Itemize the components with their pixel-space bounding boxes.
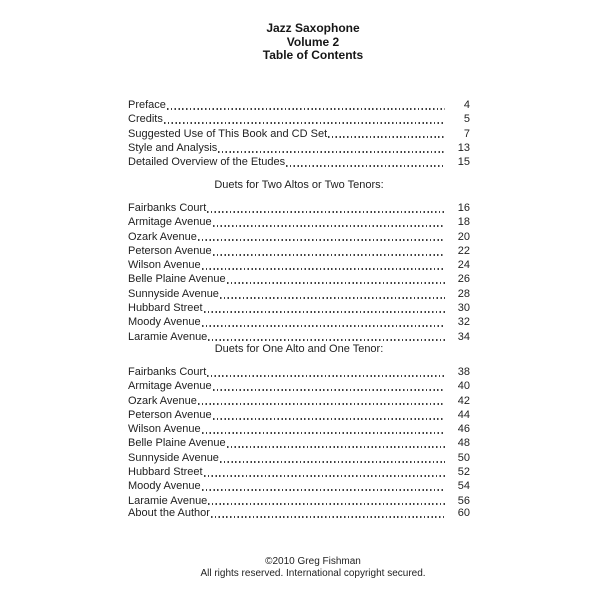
toc-entry-page: 32 xyxy=(457,316,470,329)
toc-entry xyxy=(128,315,470,329)
front-matter-list xyxy=(128,98,470,169)
toc-entry-page: 46 xyxy=(457,423,470,436)
toc-entry xyxy=(128,330,470,344)
toc-entry xyxy=(128,127,470,141)
toc-entry-page: 20 xyxy=(457,230,470,243)
section-heading-duets-alto-tenor: Duets for One Alto and One Tenor: xyxy=(214,343,384,355)
page-footer xyxy=(13,556,600,579)
toc-entry-title: Suggested Use of This Book and CD Set xyxy=(128,127,328,140)
toc-entry-page: 42 xyxy=(457,394,470,407)
duets-alto-tenor-list xyxy=(128,365,470,508)
toc-entry-title: Ozark Avenue xyxy=(128,394,197,407)
toc-entry-title: Belle Plaine Avenue xyxy=(128,273,226,286)
toc-entry xyxy=(128,479,470,493)
toc-entry-title: Peterson Avenue xyxy=(128,408,212,421)
dot-leader-icon xyxy=(202,268,445,270)
toc-entry xyxy=(128,451,470,465)
toc-entry-page: 13 xyxy=(457,141,470,154)
dot-leader-icon xyxy=(167,108,445,110)
toc-entry-title: Sunnyside Avenue xyxy=(128,287,219,300)
toc-entry-page: 24 xyxy=(457,259,470,272)
dot-leader-icon xyxy=(202,489,445,491)
toc-entry-page: 30 xyxy=(457,302,470,315)
toc-entry xyxy=(128,422,470,436)
toc-entry-page: 56 xyxy=(457,494,470,507)
toc-entry xyxy=(128,408,470,422)
toc-entry xyxy=(128,112,470,126)
toc-entry-title: Detailed Overview of the Etudes xyxy=(128,156,286,169)
toc-entry-title: Hubbard Street xyxy=(128,466,203,479)
toc-entry-page: 18 xyxy=(457,216,470,229)
dot-leader-icon xyxy=(164,122,445,124)
toc-entry-title: Style and Analysis xyxy=(128,141,218,154)
dot-leader-icon xyxy=(204,311,445,313)
dot-leader-icon xyxy=(213,225,445,227)
toc-entry-page: 48 xyxy=(457,437,470,450)
dot-leader-icon xyxy=(198,403,445,405)
toc-entry-title: Armitage Avenue xyxy=(128,216,212,229)
dot-leader-icon xyxy=(286,165,445,167)
toc-entry-page: 16 xyxy=(457,202,470,214)
toc-entry-page: 5 xyxy=(463,113,470,126)
toc-entry-title: Peterson Avenue xyxy=(128,244,212,257)
back-matter-list xyxy=(128,506,470,520)
toc-entry xyxy=(128,506,470,520)
copyright-line: ©2010 Greg Fishman xyxy=(265,556,361,567)
dot-leader-icon xyxy=(207,375,445,377)
toc-entry-page: 50 xyxy=(457,451,470,464)
dot-leader-icon xyxy=(204,475,445,477)
dot-leader-icon xyxy=(227,446,445,448)
toc-entry-page: 28 xyxy=(457,287,470,300)
toc-entry xyxy=(128,365,470,379)
toc-entry xyxy=(128,215,470,229)
toc-entry-page: 26 xyxy=(457,273,470,286)
toc-entry-page: 38 xyxy=(457,366,470,378)
toc-entry-title: Moody Avenue xyxy=(128,480,201,493)
dot-leader-icon xyxy=(328,136,445,138)
toc-title: Table of Contents xyxy=(262,48,364,62)
toc-entry-page: 22 xyxy=(457,244,470,257)
toc-entry xyxy=(128,394,470,408)
toc-entry-page: 52 xyxy=(457,466,470,479)
book-title: Jazz Saxophone xyxy=(266,21,360,35)
toc-entry-title: About the Author xyxy=(128,507,210,519)
toc-entry-page: 7 xyxy=(463,127,470,140)
toc-entry xyxy=(128,98,470,112)
dot-leader-icon xyxy=(220,297,445,299)
dot-leader-icon xyxy=(213,418,445,420)
toc-entry xyxy=(128,141,470,155)
toc-entry xyxy=(128,272,470,286)
dot-leader-icon xyxy=(211,516,445,518)
toc-entry xyxy=(128,201,470,215)
toc-entry xyxy=(128,379,470,393)
toc-entry-title: Laramie Avenue xyxy=(128,330,208,343)
toc-entry-title: Hubbard Street xyxy=(128,302,203,315)
toc-entry xyxy=(128,287,470,301)
dot-leader-icon xyxy=(202,432,445,434)
dot-leader-icon xyxy=(207,211,445,213)
volume-label: Volume 2 xyxy=(286,34,340,49)
toc-entry-title: Belle Plaine Avenue xyxy=(128,437,226,450)
toc-entry-page: 60 xyxy=(457,507,470,519)
toc-entry-page: 4 xyxy=(463,99,470,111)
dot-leader-icon xyxy=(213,389,445,391)
dot-leader-icon xyxy=(213,254,445,256)
toc-entry-title: Wilson Avenue xyxy=(128,423,201,436)
dot-leader-icon xyxy=(227,282,445,284)
toc-entry-title: Preface xyxy=(128,99,166,111)
toc-entry-title: Laramie Avenue xyxy=(128,494,208,507)
toc-entry xyxy=(128,155,470,169)
duets-two-altos-list xyxy=(128,201,470,344)
section-heading-duets-two-altos: Duets for Two Altos or Two Tenors: xyxy=(214,179,384,191)
dot-leader-icon xyxy=(218,151,445,153)
toc-entry xyxy=(128,301,470,315)
dot-leader-icon xyxy=(198,239,445,241)
toc-entry-page: 40 xyxy=(457,380,470,393)
toc-entry-page: 15 xyxy=(457,156,470,169)
toc-entry xyxy=(128,465,470,479)
toc-entry-title: Fairbanks Court xyxy=(128,366,207,378)
toc-entry-page: 54 xyxy=(457,480,470,493)
toc-entry-title: Sunnyside Avenue xyxy=(128,451,219,464)
toc-entry-page: 44 xyxy=(457,408,470,421)
toc-entry-page: 34 xyxy=(457,330,470,343)
rights-line: All rights reserved. International copyright secured. xyxy=(200,567,426,579)
toc-entry-title: Ozark Avenue xyxy=(128,230,197,243)
toc-entry xyxy=(128,258,470,272)
toc-entry-title: Fairbanks Court xyxy=(128,202,207,214)
dot-leader-icon xyxy=(208,339,445,341)
toc-entry-title: Wilson Avenue xyxy=(128,259,201,272)
toc-entry-title: Moody Avenue xyxy=(128,316,201,329)
toc-entry-title: Armitage Avenue xyxy=(128,380,212,393)
toc-entry-title: Credits xyxy=(128,113,163,126)
dot-leader-icon xyxy=(202,325,445,327)
toc-body xyxy=(128,0,470,600)
toc-entry xyxy=(128,436,470,450)
toc-entry xyxy=(128,244,470,258)
dot-leader-icon xyxy=(220,461,445,463)
toc-entry xyxy=(128,230,470,244)
